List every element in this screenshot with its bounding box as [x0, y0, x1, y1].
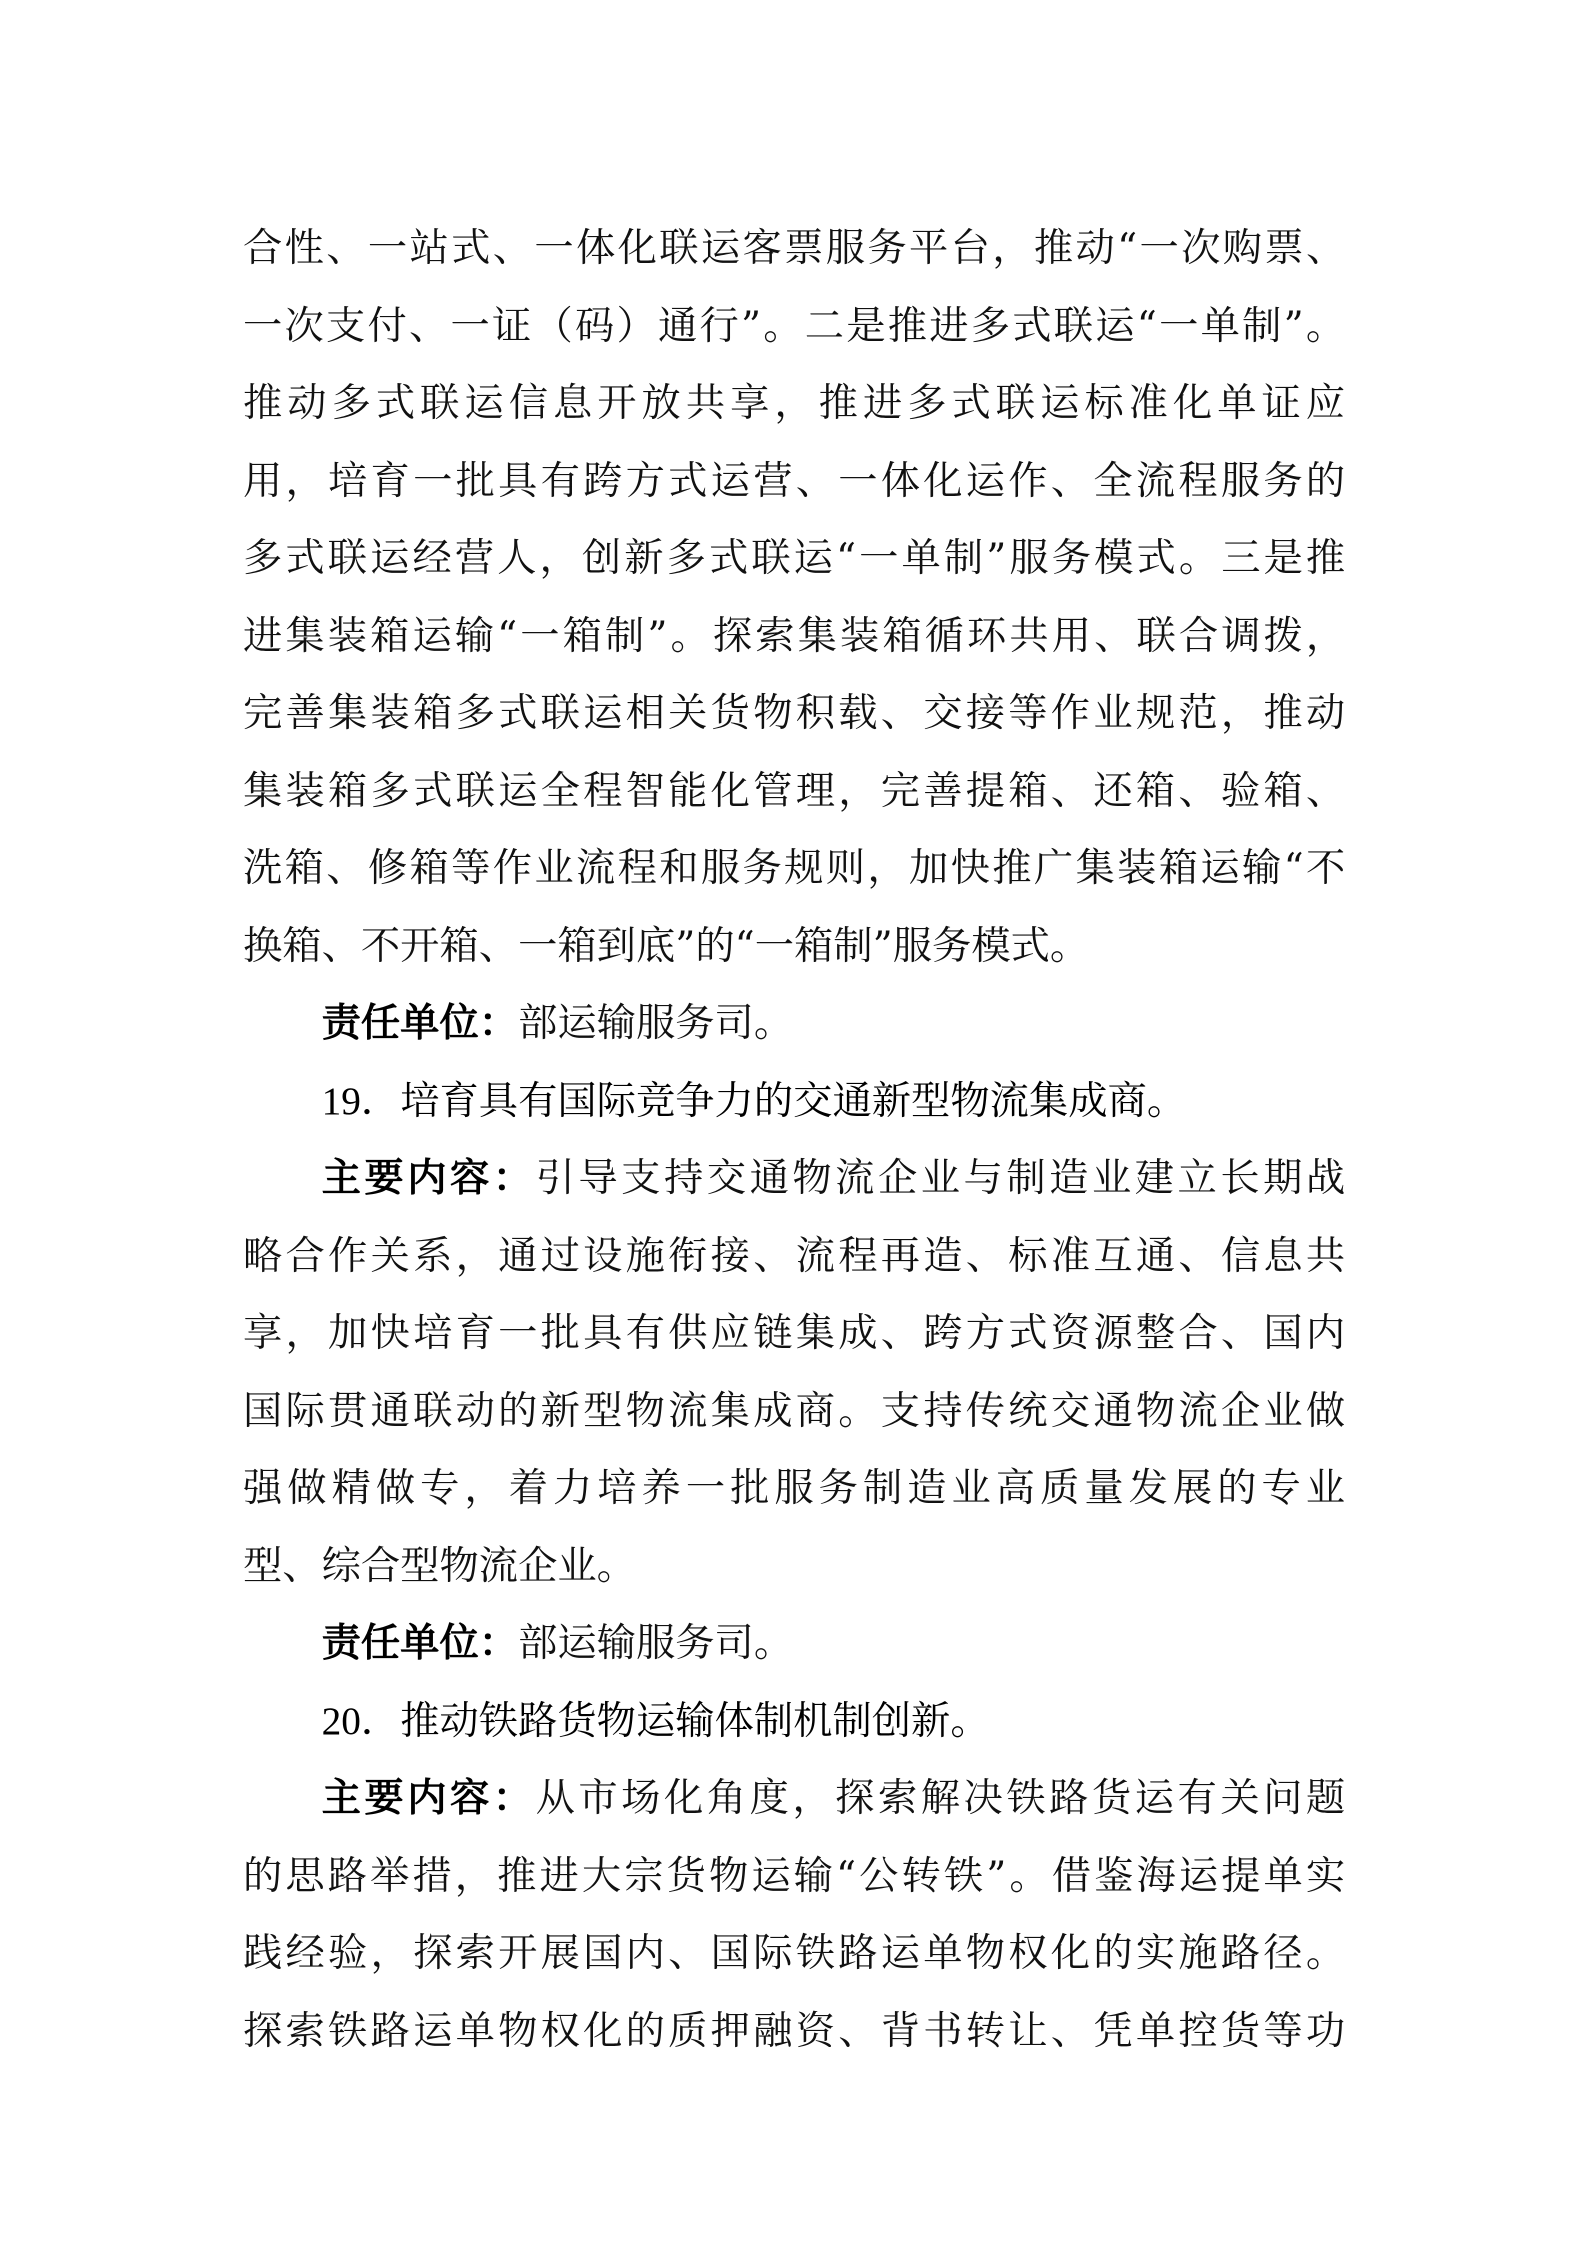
responsible-unit-label: 责任单位： [321, 1001, 519, 1046]
text-line [243, 1760, 1345, 1838]
item-number: 19． [321, 1078, 401, 1123]
text-line: 推动多式联运信息开放共享，推进多式联运标准化单证应 [243, 381, 1346, 426]
text-line: 进集装箱运输“一箱制”。探索集装箱循环共用、联合调拨， [243, 613, 1346, 659]
text-line [243, 1063, 1345, 1141]
text-line [243, 985, 1345, 1063]
item-title: 培育具有国际竞争力的交通新型物流集成商。 [400, 1078, 1187, 1124]
text-line: 探索铁路运单物权化的质押融资、背书转让、凭单控货等功 [243, 2008, 1346, 2054]
item-title: 推动铁路货物运输体制机制创新。 [400, 1698, 990, 1744]
main-content-19 [243, 1140, 1345, 1605]
text-line: 略合作关系，通过设施衔接、流程再造、标准互通、信息共 [243, 1233, 1346, 1279]
text-line: 强做精做专，着力培养一批服务制造业高质量发展的专业 [243, 1466, 1346, 1511]
responsible-unit-value: 部运输服务司。 [518, 1001, 794, 1046]
responsible-unit-value: 部运输服务司。 [518, 1621, 794, 1666]
main-content-first-line: 引导支持交通物流企业与制造业建立长期战 [535, 1156, 1346, 1201]
body-paragraph-multimodal [243, 210, 1345, 985]
item-number: 20． [321, 1698, 401, 1743]
text-line: 的思路举措，推进大宗货物运输“公转铁”。借鉴海运提单实 [243, 1853, 1346, 1899]
main-content-label: 主要内容： [321, 1156, 536, 1201]
text-line: 多式联运经营人，创新多式联运“一单制”服务模式。三是推 [243, 536, 1346, 581]
text-line: 合性、一站式、一体化联运客票服务平台，推动“一次购票、 [243, 226, 1346, 271]
main-content-20 [243, 1760, 1345, 2070]
text-line: 享，加快培育一批具有供应链集成、跨方式资源整合、国内 [243, 1311, 1346, 1356]
text-line: 一次支付、一证（码）通行”。二是推进多式联运“一单制”。 [243, 303, 1346, 349]
main-content-label: 主要内容： [321, 1776, 536, 1821]
responsible-unit-label: 责任单位： [321, 1621, 519, 1666]
text-line: 集装箱多式联运全程智能化管理，完善提箱、还箱、验箱、 [243, 768, 1346, 814]
text-column [243, 210, 1345, 2070]
text-line: 用，培育一批具有跨方式运营、一体化运作、全流程服务的 [243, 458, 1346, 504]
text-line [243, 1605, 1345, 1683]
main-content-first-line: 从市场化角度，探索解决铁路货运有关问题 [535, 1776, 1346, 1821]
text-line: 换箱、不开箱、一箱到底”的“一箱制”服务模式。 [243, 923, 1090, 969]
responsible-unit-19 [243, 1605, 1345, 1683]
text-line [243, 1683, 1345, 1761]
text-line: 洗箱、修箱等作业流程和服务规则，加快推广集装箱运输“不 [243, 846, 1346, 891]
text-line: 型、综合型物流企业。 [243, 1543, 636, 1589]
text-line [243, 1140, 1345, 1218]
item-heading-19 [243, 1063, 1345, 1141]
text-line: 践经验，探索开展国内、国际铁路运单物权化的实施路径。 [243, 1931, 1346, 1976]
responsible-unit-18 [243, 985, 1345, 1063]
item-heading-20 [243, 1683, 1345, 1761]
text-line: 国际贯通联动的新型物流集成商。支持传统交通物流企业做 [243, 1388, 1346, 1434]
text-line: 完善集装箱多式联运相关货物积载、交接等作业规范，推动 [243, 691, 1346, 736]
